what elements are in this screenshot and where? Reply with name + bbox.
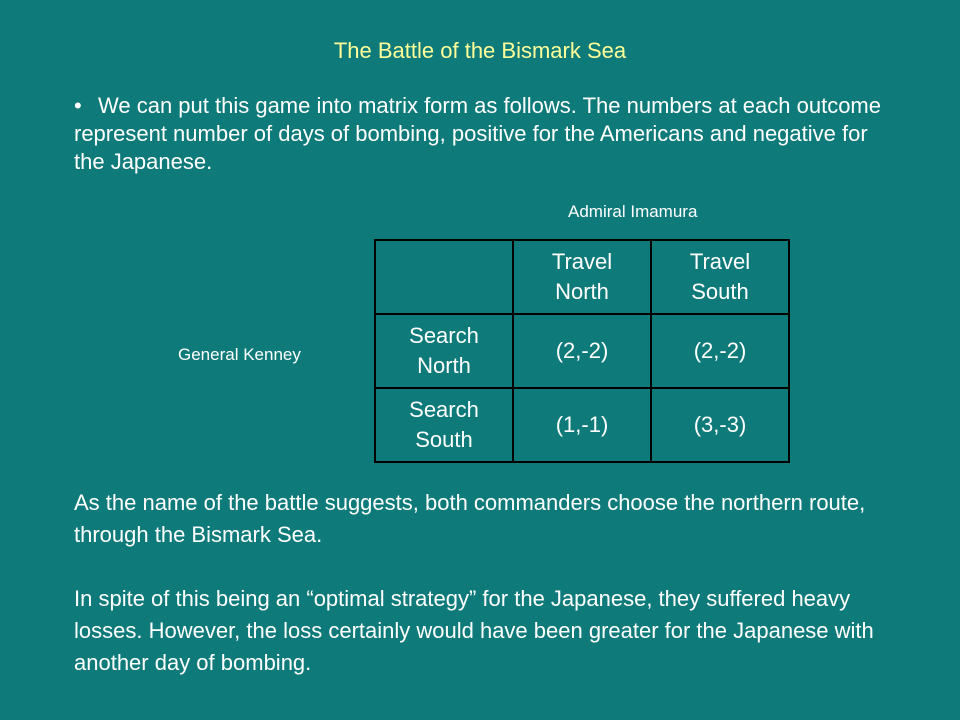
matrix-corner-cell	[375, 240, 513, 314]
slide-title: The Battle of the Bismark Sea	[333, 38, 627, 63]
intro-text: We can put this game into matrix form as follows. The numbers at each outcome represent number of days of bombing, positive for the Americans and negative for the Japanese.	[74, 93, 881, 174]
payoff-cell: (2,-2)	[513, 314, 651, 388]
row-header-line: Search	[409, 397, 479, 422]
matrix-header-row	[375, 240, 789, 314]
row-header-search-north	[375, 314, 513, 388]
column-header-travel-south	[651, 240, 789, 314]
row-header-search-south	[375, 388, 513, 462]
column-header-line: Travel	[689, 249, 751, 274]
row-header-line: South	[415, 427, 473, 452]
column-header-line: North	[555, 279, 609, 304]
column-player-label: Admiral Imamura	[568, 202, 698, 221]
column-header-line: Travel	[551, 249, 613, 274]
row-header-line: Search	[409, 323, 479, 348]
column-header-travel-north	[513, 240, 651, 314]
losses-paragraph: In spite of this being an “optimal strategy” for the Japanese, they suffered heavy losses. However, the loss certainly would have been greater for the Japanese with another day of bombing.	[74, 586, 874, 675]
payoff-cell: (2,-2)	[651, 314, 789, 388]
payoff-cell: (1,-1)	[513, 388, 651, 462]
intro-paragraph	[74, 92, 894, 176]
row-header-line: North	[417, 353, 471, 378]
column-header-line: South	[691, 279, 749, 304]
payoff-matrix	[374, 239, 790, 463]
payoff-cell: (3,-3)	[651, 388, 789, 462]
bullet-icon: •	[74, 93, 82, 118]
row-player-label: General Kenney	[178, 345, 301, 364]
matrix-row-search-south	[375, 388, 789, 462]
conclusion-paragraph: As the name of the battle suggests, both commanders choose the northern route, through the Bismark Sea.	[74, 490, 866, 547]
matrix-row-search-north	[375, 314, 789, 388]
